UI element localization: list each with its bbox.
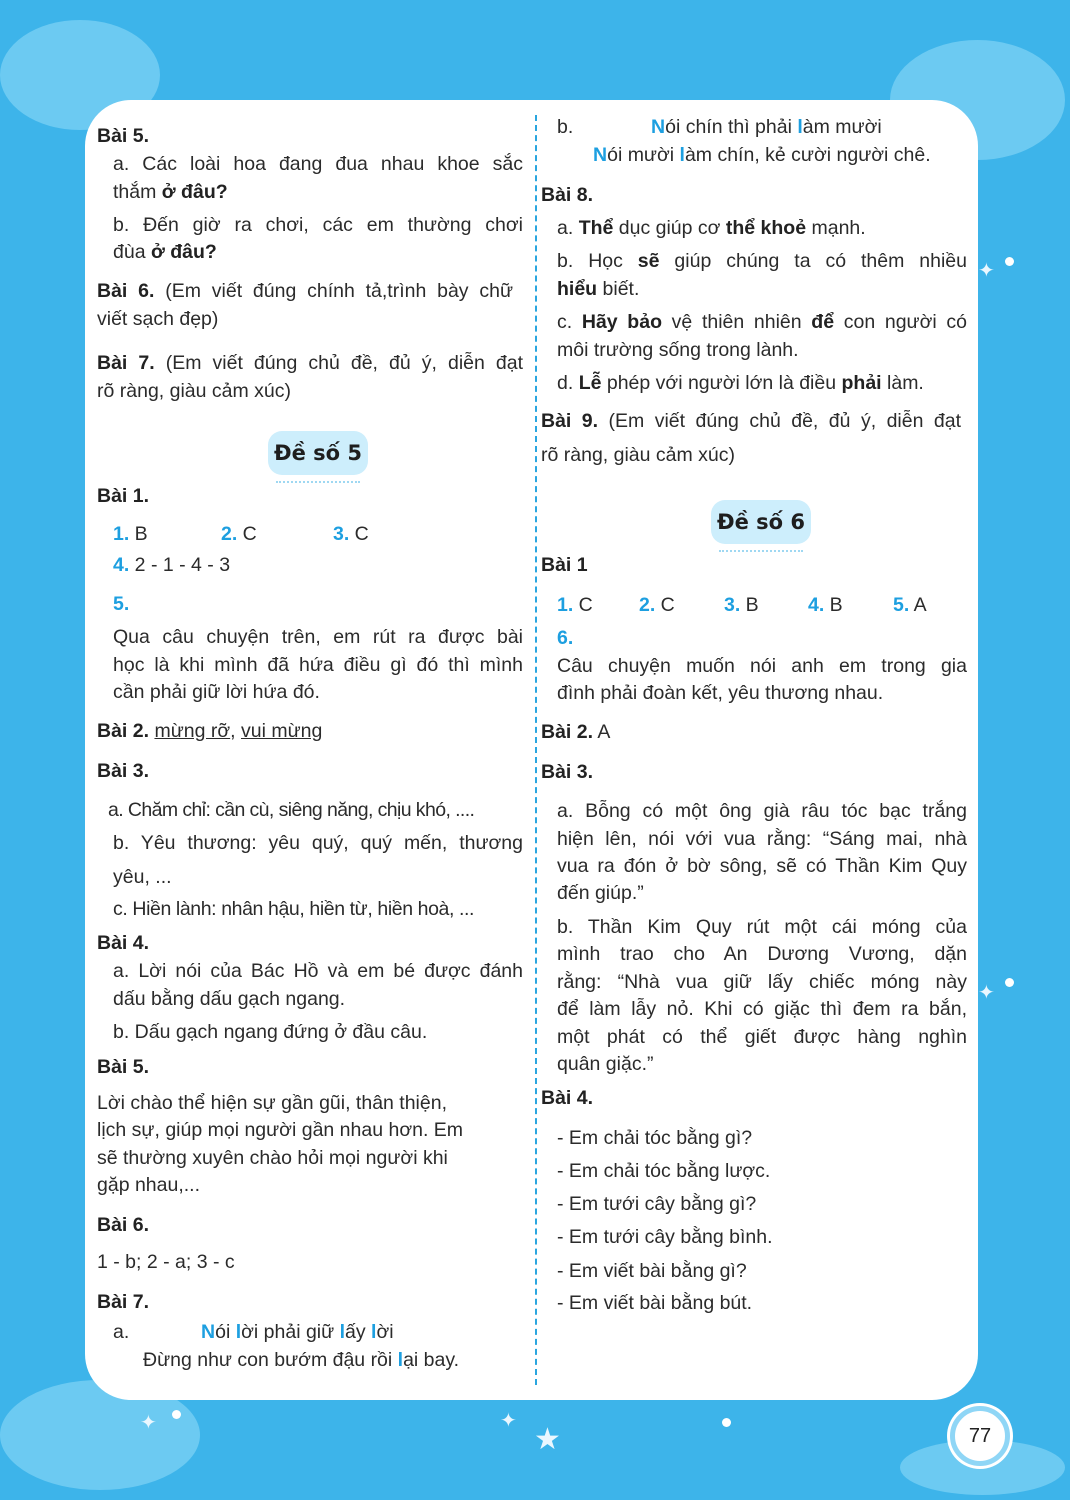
text-segment: a. Lời nói của Bác Hồ và em bé được đánh <box>113 960 523 982</box>
text-segment: - Em tưới cây bằng gì? <box>557 1193 757 1215</box>
text-line <box>557 1290 752 1316</box>
highlight-text: l <box>235 1321 242 1343</box>
text-line <box>557 969 967 995</box>
text-line <box>557 914 967 940</box>
highlight-text: l <box>679 144 685 166</box>
text-line <box>97 1212 149 1238</box>
exam-badge-5: Đề số 5 <box>268 431 368 475</box>
text-segment: cần phải giữ lời hứa đó. <box>113 681 320 703</box>
text-segment: a. Chăm chỉ: cần cù, siêng năng, chịu khó, .... <box>108 799 475 821</box>
text-segment: - Em tưới cây bằng bình. <box>557 1226 773 1248</box>
text-line <box>113 552 230 578</box>
text-line <box>557 826 967 852</box>
text-line <box>97 718 322 744</box>
bold-text: phải <box>841 372 882 394</box>
text-line <box>333 521 369 547</box>
text-line <box>557 276 639 302</box>
text-line <box>97 1117 463 1143</box>
bold-text: sẽ <box>637 250 660 272</box>
text-line <box>97 758 149 784</box>
text-line <box>557 798 967 824</box>
text-line <box>143 1347 459 1373</box>
text-segment: thắm <box>113 181 162 203</box>
text-line <box>639 592 675 618</box>
underlined-text: mừng rỡ <box>154 720 231 742</box>
text-segment: A <box>909 594 927 616</box>
text-line <box>113 830 523 856</box>
text-segment: , <box>230 720 241 742</box>
text-segment: viết sạch đẹp) <box>97 308 219 330</box>
bold-text: Bài 3. <box>541 761 594 783</box>
dot-decoration <box>1005 978 1014 987</box>
text-line <box>113 624 523 650</box>
text-segment: àm mười <box>802 116 882 138</box>
text-line <box>97 1249 235 1275</box>
text-segment: b. <box>557 116 574 138</box>
text-segment: ời <box>376 1321 394 1343</box>
text-segment: quân giặc.” <box>557 1053 654 1075</box>
text-segment: C <box>573 594 593 616</box>
text-segment: c. Hiền lành: nhân hậu, hiền từ, hiền hoà, ... <box>113 898 475 920</box>
text-line <box>113 679 320 705</box>
text-segment: ói mười <box>607 144 680 166</box>
text-line <box>557 1125 752 1151</box>
highlight-text: l <box>797 116 803 138</box>
text-line <box>113 179 228 205</box>
text-line <box>113 212 523 238</box>
text-segment: dục giúp cơ <box>613 217 726 239</box>
text-segment: B <box>824 594 843 616</box>
bold-text: Thể <box>578 217 614 239</box>
text-line <box>113 864 172 890</box>
text-line <box>593 142 931 168</box>
text-line <box>557 653 967 679</box>
bold-text: Bài 7. <box>97 352 155 374</box>
text-segment: Câu chuyện muốn nói anh em trong gia <box>557 655 967 677</box>
text-segment: yêu, ... <box>113 866 172 888</box>
highlight-text: 1. <box>113 523 130 545</box>
text-segment: đến giúp.” <box>557 882 644 904</box>
text-line <box>541 182 593 208</box>
text-segment: mạnh. <box>806 217 866 239</box>
dot-decoration <box>1005 257 1014 266</box>
text-segment: ấy <box>345 1321 372 1343</box>
text-segment: ói chín thì phải <box>665 116 798 138</box>
underlined-text: vui mừng <box>240 720 323 742</box>
text-segment: d. <box>557 372 579 394</box>
highlight-text: 4. <box>113 554 130 576</box>
text-segment: b. Đến giờ ra chơi, các em thường chơi <box>113 214 523 236</box>
star-icon: ✦ <box>140 1412 157 1434</box>
highlight-text: 3. <box>724 594 741 616</box>
text-line <box>97 1054 149 1080</box>
text-segment: - Em viết bài bằng gì? <box>557 1260 747 1282</box>
highlight-text: 5. <box>893 594 910 616</box>
text-segment: dấu bằng dấu gạch ngang. <box>113 988 346 1010</box>
text-segment: làm. <box>881 372 924 394</box>
bold-text: Bài 7. <box>97 1291 150 1313</box>
bold-text: Bài 6. <box>97 1214 150 1236</box>
star-icon: ✦ <box>500 1410 517 1432</box>
bold-text: Hãy bảo <box>581 311 662 333</box>
highlight-text: l <box>397 1349 404 1371</box>
highlight-text: l <box>371 1321 377 1343</box>
text-line <box>557 592 593 618</box>
text-line <box>113 986 345 1012</box>
highlight-text: 6. <box>557 627 574 649</box>
highlight-text: 5. <box>113 593 130 615</box>
text-line <box>113 652 523 678</box>
text-line <box>557 680 883 706</box>
highlight-text: 2. <box>221 523 238 545</box>
bold-text: ở đâu? <box>161 181 228 203</box>
text-line <box>557 215 866 241</box>
bold-text: hiểu <box>557 278 598 300</box>
text-line <box>541 408 961 434</box>
bold-text: ở đâu? <box>150 241 217 263</box>
text-line <box>541 1085 593 1111</box>
bold-text: Bài 6. <box>97 280 155 302</box>
bold-text: Lễ <box>578 372 602 394</box>
text-line <box>541 759 593 785</box>
text-segment: rõ ràng, giàu cảm xúc) <box>541 444 736 466</box>
text-line <box>97 930 149 956</box>
bold-text: Bài 2. <box>97 720 150 742</box>
text-line <box>557 1224 773 1250</box>
text-segment: mình trao cho An Dương Vương, dặn <box>557 943 967 965</box>
text-segment: Đừng như con bướm đậu rồi <box>143 1349 398 1371</box>
text-segment: b. Thần Kim Quy rút một cái móng của <box>557 916 967 938</box>
text-line <box>557 1258 747 1284</box>
text-segment: B <box>740 594 759 616</box>
text-segment: môi trường sống trong lành. <box>557 339 799 361</box>
text-line <box>113 591 129 617</box>
text-segment: (Em viết đúng chính tả,trình bày chữ <box>154 280 513 302</box>
text-segment: a. Các loài hoa đang đua nhau khoe sắc <box>113 153 523 175</box>
text-segment: 2 - 1 - 4 - 3 <box>129 554 231 576</box>
text-segment: C <box>349 523 369 545</box>
text-line <box>893 592 927 618</box>
text-segment: ời phải giữ <box>241 1321 340 1343</box>
text-segment: a. Bỗng có một ông già râu tóc bạc trắng <box>557 800 967 822</box>
text-line <box>541 552 588 578</box>
text-segment: (Em viết đúng chủ đề, đủ ý, diễn đạt <box>154 352 524 374</box>
text-line <box>113 1019 427 1045</box>
text-line <box>557 853 967 879</box>
text-segment: để làm lẫy nỏ. Khi có giặc thì đem ra bắn, <box>557 998 967 1020</box>
text-line <box>221 521 257 547</box>
bold-text: Bài 4. <box>97 932 150 954</box>
highlight-text: 2. <box>639 594 656 616</box>
star-icon: ✦ <box>978 260 995 282</box>
text-segment: giúp chúng ta có thêm nhiều <box>659 250 967 272</box>
bold-text: Bài 9. <box>541 410 599 432</box>
highlight-text: N <box>201 1321 216 1343</box>
text-line <box>201 1319 394 1345</box>
bold-text: Bài 5. <box>97 1056 150 1078</box>
text-line <box>557 1191 756 1217</box>
text-line <box>97 378 291 404</box>
text-line <box>97 278 513 304</box>
page-number: 77 <box>950 1406 1010 1466</box>
text-segment: rõ ràng, giàu cảm xúc) <box>97 380 292 402</box>
text-segment: đùa <box>113 241 151 263</box>
highlight-text: 3. <box>333 523 350 545</box>
text-line <box>557 941 967 967</box>
text-segment: (Em viết đúng chủ đề, đủ ý, diễn đạt <box>598 410 961 432</box>
bold-text: Bài 3. <box>97 760 150 782</box>
text-segment: gặp nhau,... <box>97 1174 201 1196</box>
text-line <box>97 1145 448 1171</box>
bold-text: Bài 1 <box>541 554 588 576</box>
text-segment: sẽ thường xuyên chào hỏi mọi người khi <box>97 1147 448 1169</box>
text-segment: ói <box>215 1321 236 1343</box>
text-segment: phép với người lớn là điều <box>601 372 842 394</box>
bold-text: để <box>811 311 835 333</box>
text-segment: vua ra đón ở bờ sông, sẽ có Thần Kim Quy <box>557 855 967 877</box>
text-segment: Qua câu chuyện trên, em rút ra được bài <box>113 626 523 648</box>
text-line <box>97 350 523 376</box>
text-segment: đình phải đoàn kết, yêu thương nhau. <box>557 682 884 704</box>
text-line <box>651 114 882 140</box>
bold-text: Bài 5. <box>97 125 150 147</box>
text-line <box>557 337 799 363</box>
star-icon: ✦ <box>978 982 995 1004</box>
text-line <box>113 958 523 984</box>
text-segment: học là khi mình đã hứa điều gì đó thì mình <box>113 654 523 676</box>
text-line <box>557 996 967 1022</box>
text-line <box>541 719 610 745</box>
text-segment: - Em viết bài bằng bút. <box>557 1292 753 1314</box>
text-line <box>808 592 843 618</box>
text-line <box>113 1319 129 1345</box>
text-line <box>557 370 924 396</box>
bold-text: Bài 4. <box>541 1087 594 1109</box>
text-segment: b. Học <box>557 250 638 272</box>
text-segment: hiện lên, nói với vua rằng: “Sáng mai, nhà <box>557 828 967 850</box>
text-line <box>113 151 523 177</box>
text-line <box>108 797 474 823</box>
bold-text: Bài 8. <box>541 184 594 206</box>
dot-decoration <box>722 1418 731 1427</box>
text-segment: biết. <box>597 278 640 300</box>
text-line <box>97 483 149 509</box>
text-segment: C <box>237 523 257 545</box>
text-line <box>113 896 474 922</box>
text-segment: Lời chào thể hiện sự gần gũi, thân thiện, <box>97 1092 448 1114</box>
text-segment: C <box>655 594 675 616</box>
text-segment: con người có <box>834 311 968 333</box>
highlight-text: 4. <box>808 594 825 616</box>
text-line <box>113 521 148 547</box>
text-segment: A <box>593 721 611 743</box>
text-segment: a. <box>113 1321 130 1343</box>
text-segment: vệ thiên nhiên <box>661 311 812 333</box>
text-line <box>557 309 967 335</box>
column-divider <box>535 115 537 1385</box>
bold-text: Bài 1. <box>97 485 150 507</box>
text-line <box>97 306 218 332</box>
text-line <box>557 1024 967 1050</box>
text-line <box>557 625 573 651</box>
highlight-text: 1. <box>557 594 574 616</box>
text-segment: - Em chải tóc bằng lược. <box>557 1160 771 1182</box>
text-segment: c. <box>557 311 582 333</box>
text-segment: 1 - b; 2 - a; 3 - c <box>97 1251 235 1273</box>
bold-text: Bài 2. <box>541 721 594 743</box>
dot-decoration <box>172 1410 181 1419</box>
text-line <box>97 1090 447 1116</box>
text-line <box>97 1172 200 1198</box>
text-line <box>557 1051 653 1077</box>
highlight-text: N <box>593 144 608 166</box>
text-segment: àm chín, kẻ cười người chê. <box>684 144 931 166</box>
text-segment: ại bay. <box>403 1349 460 1371</box>
text-segment: b. Dấu gạch ngang đứng ở đầu câu. <box>113 1021 428 1043</box>
text-line <box>557 114 573 140</box>
highlight-text: l <box>339 1321 346 1343</box>
exam-badge-6: Đề số 6 <box>711 500 811 544</box>
text-segment: a. <box>557 217 579 239</box>
bold-text: thể khoẻ <box>725 217 807 239</box>
text-line <box>97 1289 149 1315</box>
text-segment: rằng: “Nhà vua giữ lấy chiếc móng này <box>557 971 967 993</box>
star-icon: ★ <box>534 1423 561 1456</box>
text-segment: - Em chải tóc bằng gì? <box>557 1127 753 1149</box>
text-line <box>557 880 644 906</box>
text-segment: B <box>129 523 148 545</box>
text-segment: một phát có thể giết được hàng nghìn <box>557 1026 967 1048</box>
text-line <box>97 123 149 149</box>
text-line <box>541 442 735 468</box>
text-line <box>724 592 759 618</box>
text-line <box>557 248 967 274</box>
highlight-text: N <box>651 116 666 138</box>
text-segment: b. Yêu thương: yêu quý, quý mến, thương <box>113 832 523 854</box>
text-segment: lịch sự, giúp mọi người gần nhau hơn. Em <box>97 1119 464 1141</box>
text-line <box>557 1158 770 1184</box>
text-line <box>113 239 217 265</box>
